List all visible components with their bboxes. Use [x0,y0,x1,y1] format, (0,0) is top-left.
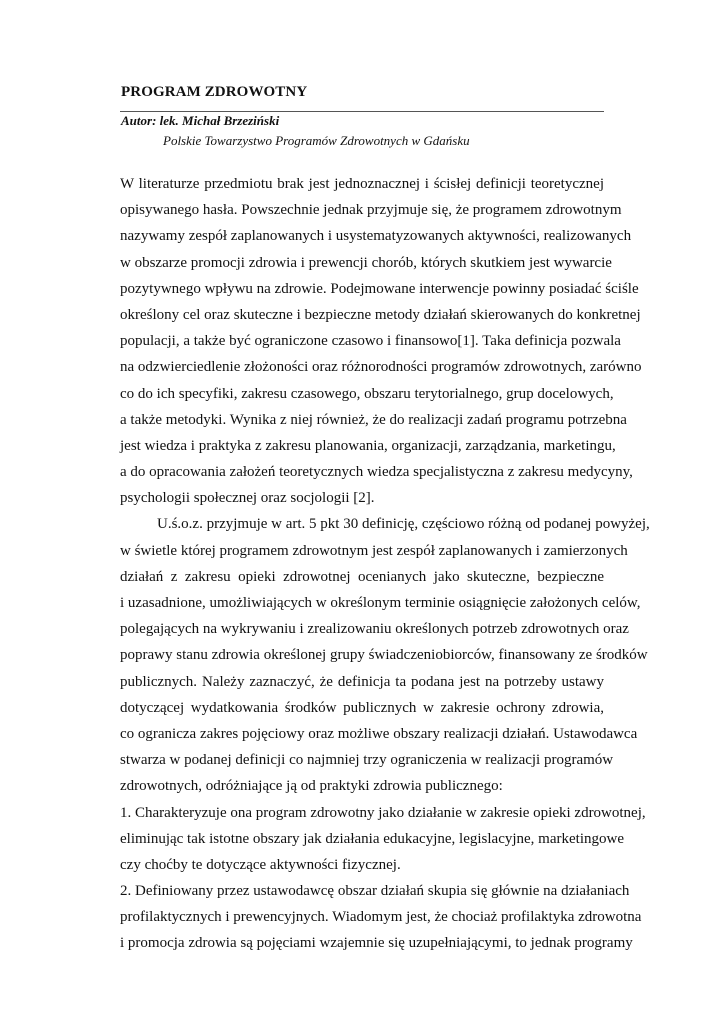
body-line: U.ś.o.z. przyjmuje w art. 5 pkt 30 definicję, częściowo różną od podanej powyżej, [157,516,650,533]
body-line: 2. Definiowany przez ustawodawcę obszar działań skupia się głównie na działaniach [120,883,630,900]
body-line: populacji, a także być ograniczone czasowo i finansowo[1]. Taka definicja pozwala [120,333,621,350]
affiliation-line: Polskie Towarzystwo Programów Zdrowotnych w Gdańsku [163,133,470,148]
body-line: w świetle której programem zdrowotnym jest zespół zaplanowanych i zamierzonych [120,542,628,559]
body-line: nazywamy zespół zaplanowanych i usystematyzowanych aktywności, realizowanych [120,228,632,245]
body-line: profilaktycznych i prewencyjnych. Wiadomym jest, że chociaż profilaktyka zdrowotna [120,909,642,926]
body-text [120,171,650,957]
body-line: a do opracowania założeń teoretycznych wiedza specjalistyczna z zakresu medycyny, [120,464,633,481]
body-line: w obszarze promocji zdrowia i prewencji chorób, których skutkiem jest wywarcie [120,254,612,271]
document-title: PROGRAM ZDROWOTNY [121,84,308,100]
body-line: a także metodyki. Wynika z niej również, że do realizacji zadań programu potrzebna [120,411,627,428]
body-line: czy choćby te dotyczące aktywności fizycznej. [120,856,401,873]
body-line: dotyczącej wydatkowania środków publicznych w zakresie ochrony zdrowia, [120,699,604,716]
body-line: 1. Charakteryzuje ona program zdrowotny jako działanie w zakresie opieki zdrowotnej, [120,804,646,821]
body-line: i uzasadnione, umożliwiających w określonym terminie osiągnięcie założonych celów, [120,595,641,611]
body-line: W literaturze przedmiotu brak jest jednoznacznej i ścisłej definicji teoretycznej [120,176,604,192]
body-line: zdrowotnych, odróżniające ją od praktyki zdrowia publicznego: [120,778,503,795]
title-divider [120,111,604,112]
body-line: określony cel oraz skuteczne i bezpieczne metody działań skierowanych do konkretnej [120,306,641,323]
body-line: i promocja zdrowia są pojęciami wzajemnie się uzupełniającymi, to jednak programy [120,935,633,952]
body-line: poprawy stanu zdrowia określonej grupy świadczeniobiorców, finansowany ze środków [120,647,648,664]
body-line: polegających na wykrywaniu i zrealizowaniu określonych potrzeb zdrowotnych oraz [120,621,629,638]
body-line: jest wiedza i praktyka z zakresu planowania, organizacji, zarządzania, marketingu, [120,437,616,454]
body-line: psychologii społecznej oraz socjologii [2]. [120,490,375,507]
author-line: Autor: lek. Michał Brzeziński [121,113,280,128]
body-line: na odzwierciedlenie złożoności oraz różnorodności programów zdrowotnych, zarówno [120,359,642,376]
body-line: co ogranicza zakres pojęciowy oraz możliwe obszary realizacji działań. Ustawodawca [120,725,638,742]
body-line: pozytywnego wpływu na zdrowie. Podejmowane interwencje powinny posiadać ściśle [120,280,639,297]
body-line: eliminując tak istotne obszary jak działania edukacyjne, legislacyjne, marketingowe [120,830,624,847]
body-line: co do ich specyfiki, zakresu czasowego, obszaru terytorialnego, grup docelowych, [120,385,614,402]
body-line: stwarza w podanej definicji co najmniej trzy ograniczenia w realizacji programów [120,752,614,769]
body-line: opisywanego hasła. Powszechnie jednak przyjmuje się, że programem zdrowotnym [120,202,622,219]
body-line: działań z zakresu opieki zdrowotnej ocenianych jako skuteczne, bezpieczne [120,568,604,585]
body-line: publicznych. Należy zaznaczyć, że definicja ta podana jest na potrzeby ustawy [120,673,604,690]
